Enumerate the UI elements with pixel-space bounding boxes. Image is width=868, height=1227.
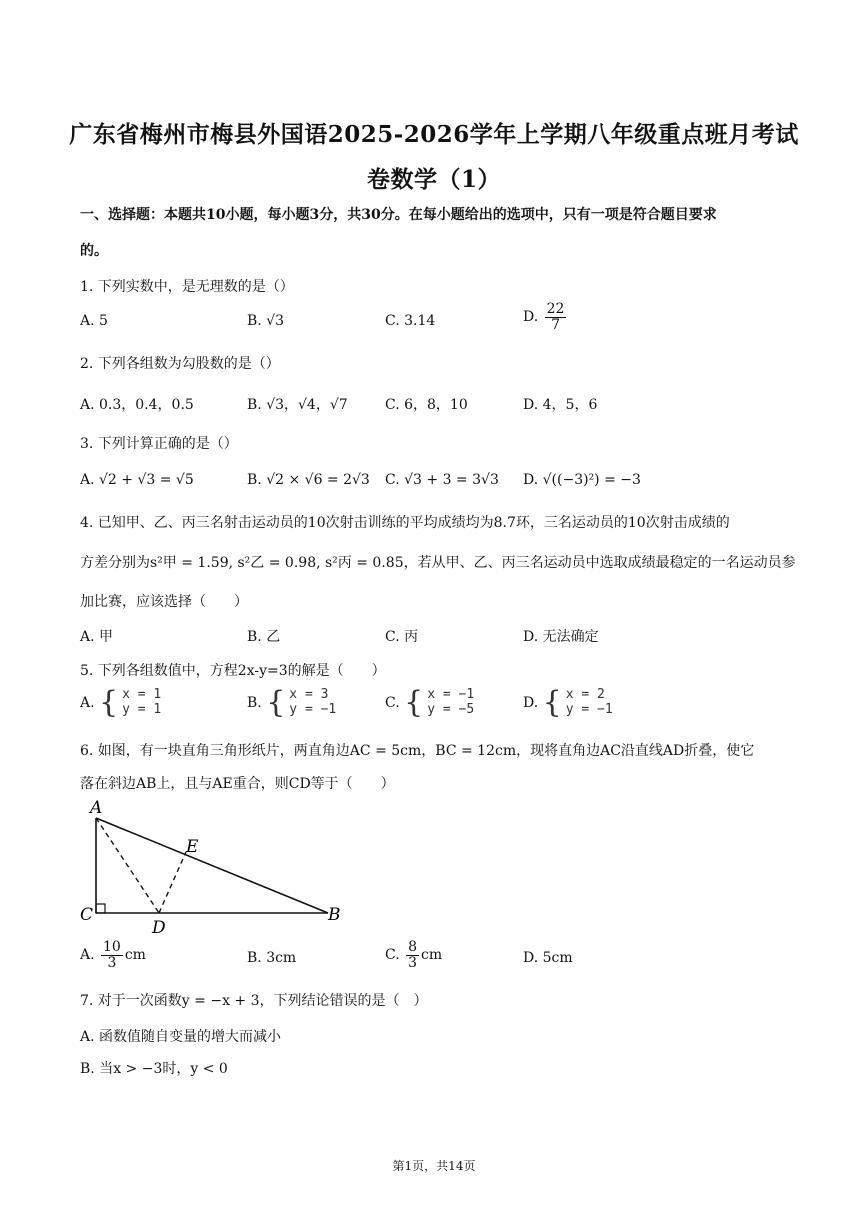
- fraction: [545, 302, 567, 332]
- fraction-numerator: 10: [103, 939, 121, 955]
- left-brace-icon: {: [542, 685, 562, 720]
- question-1-option-d: [523, 302, 568, 332]
- question-3-option-a: A. √2 + √3 = √5: [80, 472, 194, 488]
- left-brace-icon: {: [266, 685, 286, 720]
- option-label: A.: [80, 695, 95, 711]
- question-6-option-d: D. 5cm: [523, 950, 573, 966]
- option-label: A.: [80, 947, 95, 964]
- section-instructions-line2: 的。: [80, 243, 108, 259]
- vertex-label-d: D: [152, 918, 166, 938]
- side-ab: [96, 818, 328, 913]
- vertex-label-c: C: [80, 905, 94, 925]
- question-5-option-d: [523, 685, 613, 720]
- fraction-denominator: 7: [551, 316, 561, 333]
- fraction-numerator: 22: [546, 301, 565, 317]
- equation-system: [542, 685, 613, 720]
- question-2-option-a: A. 0.3，0.4，0.5: [80, 397, 194, 413]
- fraction-denominator: 3: [107, 954, 117, 971]
- question-1-option-b: B. √3: [247, 313, 285, 329]
- question-5-stem: 5. 下列各组数值中，方程2x-y=3的解是（ ）: [80, 663, 386, 679]
- fraction: [101, 940, 123, 970]
- fold-line-ad: [96, 818, 159, 913]
- unit-label: cm: [421, 947, 443, 964]
- equation-system: [99, 685, 162, 720]
- equation-row: y = 1: [122, 702, 162, 717]
- option-label: D.: [523, 309, 539, 326]
- question-4-option-b: B. 乙: [247, 629, 281, 645]
- exam-title-line1: 广东省梅州市梅县外国语2025-2026学年上学期八年级重点班月考试: [69, 121, 799, 148]
- page-footer: 第1页，共14页: [392, 1159, 476, 1173]
- equation-system: [266, 685, 337, 720]
- fraction-numerator: 8: [408, 939, 418, 955]
- unit-label: cm: [124, 947, 146, 964]
- equation-row: x = 3: [289, 687, 329, 703]
- right-angle-mark-icon: [96, 904, 105, 913]
- option-label: D.: [523, 695, 539, 711]
- question-5-option-c: [385, 685, 475, 720]
- segment-de: [159, 852, 186, 913]
- left-brace-icon: {: [99, 685, 119, 720]
- equation-system: [404, 685, 475, 720]
- question-7-option-b: B. 当x > −3时，y < 0: [80, 1061, 228, 1077]
- question-2-option-d: D. 4，5，6: [523, 397, 598, 413]
- equation-row: y = −1: [289, 702, 337, 717]
- question-6-line2: 落在斜边AB上，且与AE重合，则CD等于（ ）: [80, 776, 395, 792]
- vertex-label-e: E: [186, 837, 199, 857]
- question-2-stem: 2. 下列各组数为勾股数的是（）: [80, 356, 280, 372]
- fraction: [406, 940, 419, 970]
- equation-row: x = −1: [427, 687, 475, 703]
- question-1-stem: 1. 下列实数中，是无理数的是（）: [80, 279, 294, 295]
- equation-row: y = −5: [427, 702, 475, 717]
- question-7-option-a: A. 函数值随自变量的增大而减小: [80, 1029, 282, 1045]
- question-3-option-b: B. √2 × √6 = 2√3: [247, 472, 370, 488]
- triangle-figure: [70, 796, 360, 940]
- question-6-option-b: B. 3cm: [247, 950, 297, 966]
- question-1-option-c: C. 3.14: [385, 313, 436, 329]
- question-5-option-a: [80, 685, 162, 720]
- option-label: C.: [385, 695, 400, 711]
- question-1-option-a: A. 5: [80, 313, 108, 329]
- question-3-stem: 3. 下列计算正确的是（）: [80, 436, 238, 452]
- question-4-option-d: D. 无法确定: [523, 629, 599, 645]
- question-6-line1: 6. 如图，有一块直角三角形纸片，两直角边AC = 5cm，BC = 12cm，现将直角边AC沿直线AD折叠，使它: [80, 743, 755, 759]
- question-4-line2: 方差分别为s²甲 = 1.59, s²乙 = 0.98, s²丙 = 0.85，若从甲、乙、丙三名运动员中选取成绩最稳定的一名运动员参: [80, 555, 796, 571]
- question-2-option-b: B. √3，√4，√7: [247, 397, 348, 413]
- question-4-option-a: A. 甲: [80, 629, 114, 645]
- question-3-option-d: D. √((−3)²) = −3: [523, 472, 641, 488]
- question-3-option-c: C. √3 + 3 = 3√3: [385, 472, 499, 488]
- equation-row: x = 1: [122, 687, 162, 703]
- question-5-option-b: [247, 685, 337, 720]
- vertex-label-b: B: [328, 905, 341, 925]
- question-6-option-c: [385, 940, 442, 970]
- vertex-label-a: A: [90, 798, 103, 818]
- question-4-option-c: C. 丙: [385, 629, 419, 645]
- exam-title-line2: 卷数学（1）: [366, 166, 501, 193]
- question-6-option-a: [80, 940, 146, 970]
- left-brace-icon: {: [404, 685, 424, 720]
- option-label: C.: [385, 947, 400, 964]
- equation-row: x = 2: [565, 687, 605, 703]
- fraction-denominator: 3: [408, 954, 418, 971]
- question-7-stem: 7. 对于一次函数y = −x + 3，下列结论错误的是（ ）: [80, 993, 428, 1009]
- option-label: B.: [247, 695, 262, 711]
- equation-row: y = −1: [565, 702, 613, 717]
- question-2-option-c: C. 6，8，10: [385, 397, 468, 413]
- question-4-line1: 4. 已知甲、乙、丙三名射击运动员的10次射击训练的平均成绩均为8.7环，三名运动员的10次射击成绩的: [80, 515, 730, 531]
- section-instructions-line1: 一、选择题：本题共10小题，每小题3分，共30分。在每小题给出的选项中，只有一项是符合题目要求: [80, 207, 717, 223]
- question-4-line3: 加比赛，应该选择（ ）: [80, 594, 248, 610]
